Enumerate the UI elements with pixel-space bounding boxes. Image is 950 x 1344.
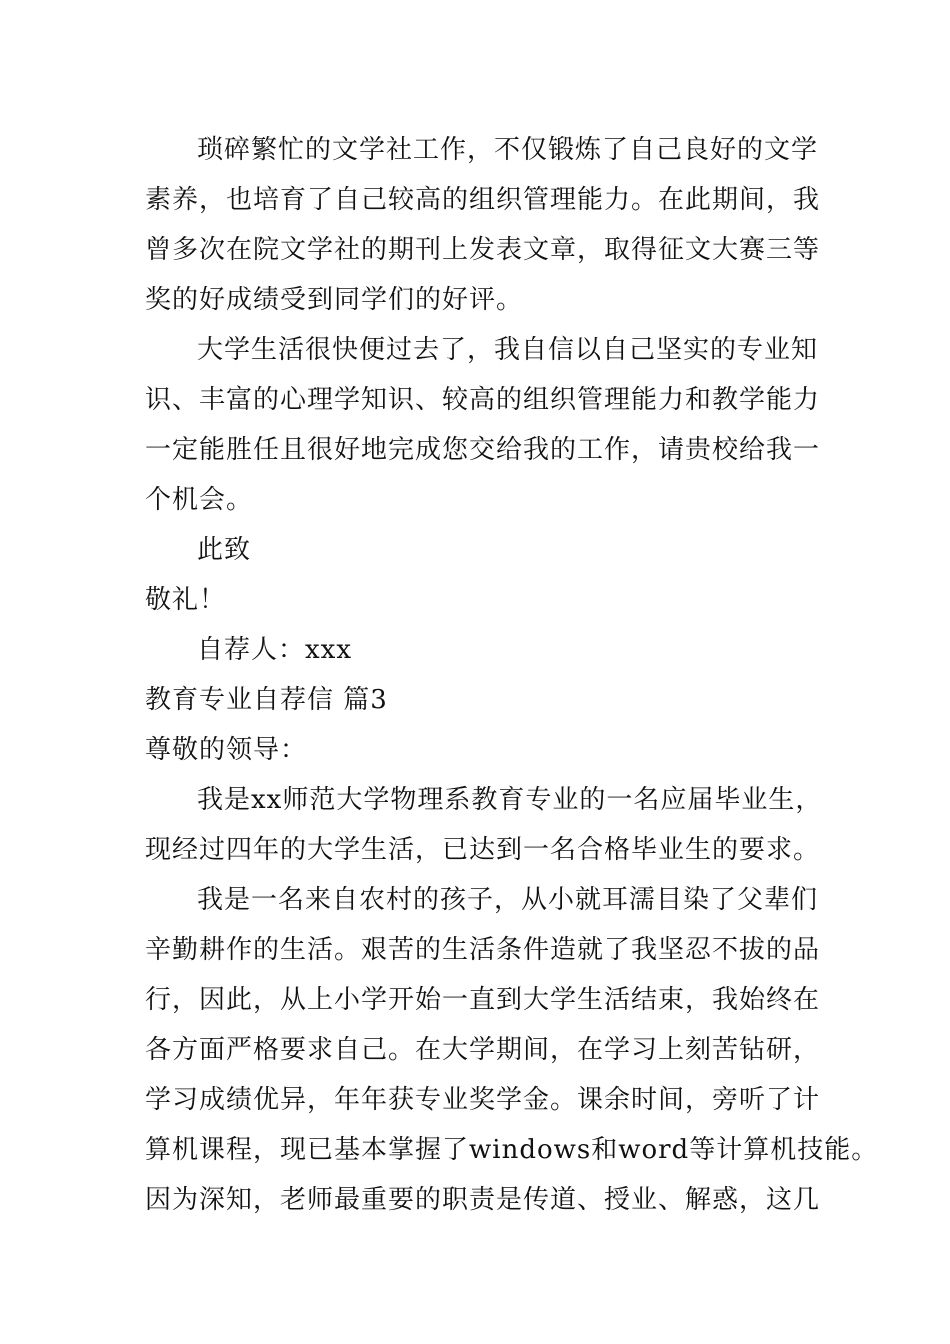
paragraph-line: 奖的好成绩受到同学们的好评。	[145, 285, 524, 315]
paragraph-line: 一定能胜任且很好地完成您交给我的工作，请贵校给我一	[145, 435, 821, 465]
paragraph-line: 我是xx师范大学物理系教育专业的一名应届毕业生，	[197, 785, 823, 815]
paragraph-line: 识、丰富的心理学知识、较高的组织管理能力和教学能力	[145, 385, 821, 415]
paragraph-line: 算机课程，现已基本掌握了windows和word等计算机技能。	[145, 1135, 879, 1165]
paragraph-line: 琐碎繁忙的文学社工作，不仅锻炼了自己良好的文学	[197, 135, 819, 165]
paragraph-line: 辛勤耕作的生活。艰苦的生活条件造就了我坚忍不拔的品	[145, 935, 821, 965]
greeting: 尊敬的领导：	[145, 735, 308, 765]
paragraph-line: 大学生活很快便过去了，我自信以自己坚实的专业知	[197, 335, 819, 365]
paragraph-line: 个机会。	[145, 485, 254, 515]
paragraph-line: 因为深知，老师最重要的职责是传道、授业、解惑，这几	[145, 1185, 821, 1215]
closing-regards: 敬礼！	[145, 585, 227, 615]
paragraph-line: 曾多次在院文学社的期刊上发表文章，取得征文大赛三等	[145, 235, 821, 265]
closing-salutation: 此致	[197, 535, 252, 565]
paragraph-line: 学习成绩优异，年年获专业奖学金。课余时间，旁听了计	[145, 1085, 821, 1115]
paragraph-line: 现经过四年的大学生活，已达到一名合格毕业生的要求。	[145, 835, 821, 865]
paragraph-line: 行，因此，从上小学开始一直到大学生活结束，我始终在	[145, 985, 821, 1015]
paragraph-line: 素养，也培育了自己较高的组织管理能力。在此期间，我	[145, 185, 821, 215]
section-heading: 教育专业自荐信 篇3	[145, 685, 388, 715]
paragraph-line: 各方面严格要求自己。在大学期间，在学习上刻苦钻研，	[145, 1035, 821, 1065]
paragraph-line: 我是一名来自农村的孩子，从小就耳濡目染了父辈们	[197, 885, 819, 915]
signature-line: 自荐人：xxx	[197, 635, 352, 665]
